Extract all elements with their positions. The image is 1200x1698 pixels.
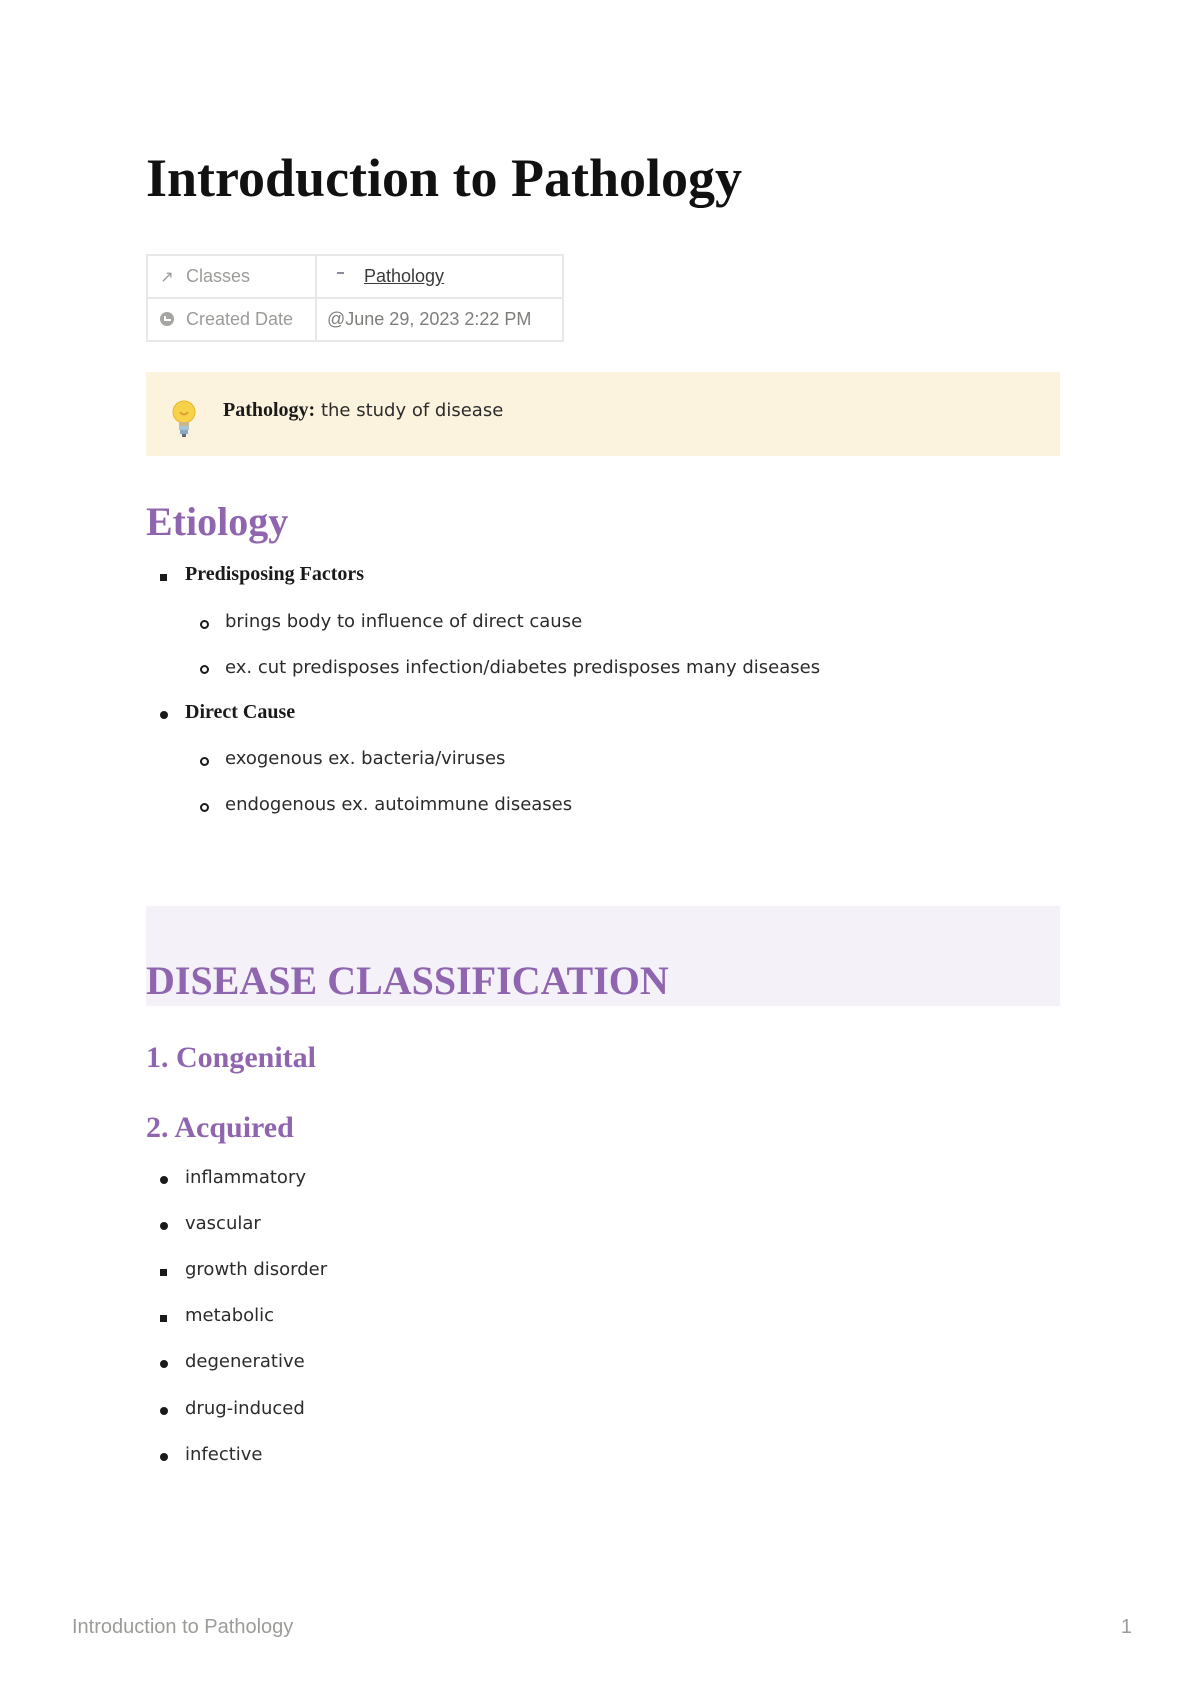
list-item: infective [185, 1444, 263, 1465]
property-name-classes [147, 255, 316, 298]
bullet-marker [160, 711, 168, 719]
classification-heading: DISEASE CLASSIFICATION [146, 958, 669, 1003]
list-item: endogenous ex. autoimmune diseases [225, 794, 573, 815]
bullet-marker [160, 1360, 168, 1368]
definition-callout [146, 372, 1060, 456]
page-number: 1 [1120, 1616, 1132, 1638]
property-row-created-date [147, 298, 563, 341]
property-value-created-date [316, 298, 563, 341]
footer-title: Introduction to Pathology [72, 1616, 294, 1638]
acquired-heading: 2. Acquired [146, 1111, 294, 1144]
list-item: growth disorder [185, 1259, 328, 1280]
list-item: brings body to influence of direct cause [225, 611, 583, 632]
bullet-marker [160, 1176, 168, 1184]
list-item: exogenous ex. bacteria/viruses [225, 748, 506, 769]
property-value-classes[interactable] [316, 255, 563, 298]
list-item: Direct Cause [185, 701, 296, 723]
bullet-marker [160, 574, 167, 581]
property-label: Created Date [186, 309, 294, 329]
bullet-marker [160, 1315, 167, 1322]
light-bulb-icon [172, 400, 196, 440]
congenital-heading: 1. Congenital [146, 1041, 317, 1074]
list-item: Predisposing Factors [185, 563, 365, 585]
list-item: inflammatory [185, 1167, 306, 1188]
classes-link[interactable]: Pathology [364, 266, 445, 286]
callout-term: Pathology: [223, 399, 316, 421]
list-item: degenerative [185, 1351, 305, 1372]
bullet-marker [160, 1453, 168, 1461]
property-name-created-date [147, 298, 316, 341]
bullet-marker [200, 757, 209, 766]
property-label: Classes [186, 266, 251, 286]
list-item: metabolic [185, 1305, 275, 1326]
arrow-up-right-icon: ↗ [160, 269, 174, 286]
callout-text [223, 399, 503, 422]
clock-icon [160, 312, 174, 326]
properties-table [146, 254, 564, 342]
page-link-icon [337, 272, 344, 277]
bullet-marker [200, 665, 209, 674]
bullet-marker [200, 803, 209, 812]
etiology-heading: Etiology [146, 499, 289, 544]
callout-definition: the study of disease [315, 400, 504, 421]
bullet-marker [160, 1269, 167, 1276]
bullet-marker [160, 1222, 168, 1230]
property-row-classes [147, 255, 563, 298]
bullet-marker [160, 1407, 168, 1415]
list-item: drug-induced [185, 1398, 305, 1419]
page-title: Introduction to Pathology [146, 148, 743, 208]
list-item: vascular [185, 1213, 261, 1234]
bullet-marker [200, 620, 209, 629]
list-item: ex. cut predisposes infection/diabetes predisposes many diseases [225, 657, 821, 678]
created-date-value: @June 29, 2023 2:22 PM [327, 309, 532, 329]
